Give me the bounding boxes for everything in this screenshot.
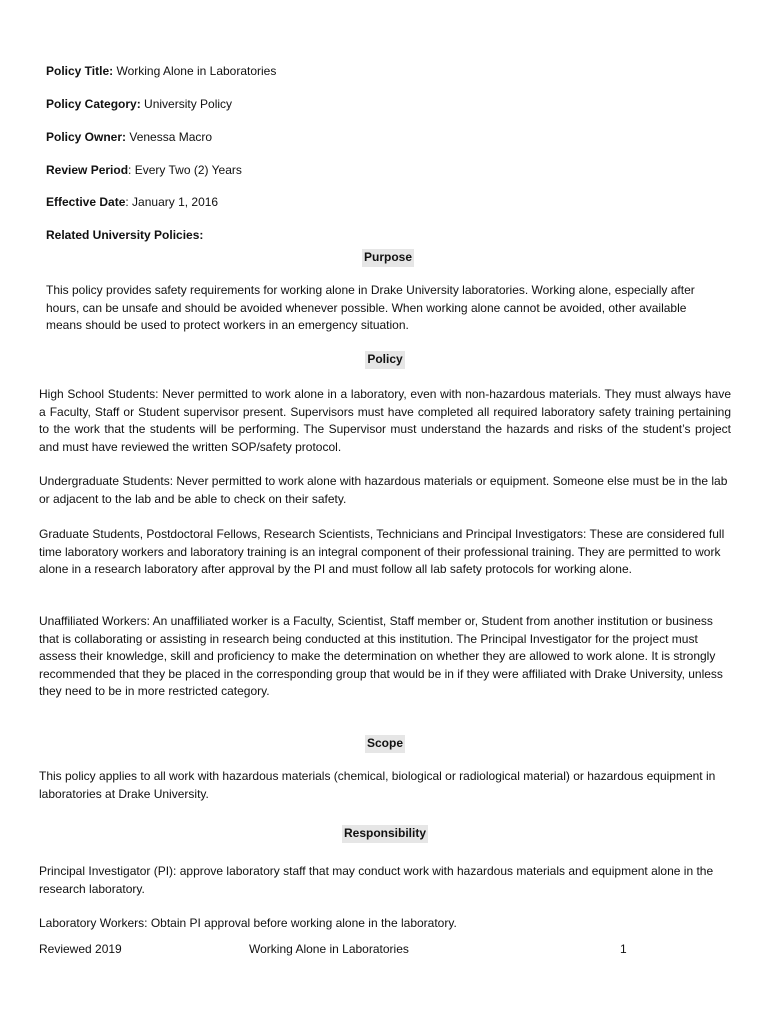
footer-title: Working Alone in Laboratories [249,942,409,956]
policy-owner-value: Venessa Macro [126,130,213,144]
purpose-heading [362,249,414,267]
policy-category-line [46,96,726,114]
policy-owner-label: Policy Owner: [46,130,127,144]
related-policies-label: Related University Policies: [46,228,204,242]
purpose-heading-text: Purpose [362,249,414,267]
purpose-text: This policy provides safety requirements for working alone in Drake University laboratories. Working alone, especially after hours, can be unsafe and should be avoided whenever possible. When working alone cannot be avoided, other available means should be used to protect workers in an emergency situation. [46,283,695,332]
policy-heading-text: Policy [365,351,404,369]
effective-date-line [46,194,726,212]
scope-heading [0,735,770,753]
policy-title-value: Working Alone in Laboratories [113,64,277,78]
policy-title-line [46,63,726,81]
related-policies-line [46,227,726,245]
policy-heading [0,351,770,369]
policy-category-label: Policy Category: [46,97,141,111]
responsibility-paragraph-workers: Laboratory Workers: Obtain PI approval before working alone in the laboratory. [39,916,457,930]
policy-paragraph-high-school: High School Students: Never permitted to work alone in a laboratory, even with non-hazardous materials. They must always have a Faculty, Staff or Student supervisor present. Supervisors must have completed all required laboratory safety training pertaining to the work that the students will be performing. The Supervisor must understand the hazards and risks of the student’s project and must have reviewed the written SOP/safety protocol. [39,387,731,454]
scope-heading-text: Scope [365,735,405,753]
effective-date-label: Effective Date [46,195,126,209]
policy-title-label: Policy Title: [46,64,114,78]
policy-owner-line [46,129,726,147]
responsibility-heading-text: Responsibility [342,825,428,843]
review-period-line [46,162,726,180]
review-period-label: Review Period [46,163,129,177]
footer-page-number: 1 [620,942,627,956]
policy-paragraph-undergraduate: Undergraduate Students: Never permitted to work alone with hazardous materials or equipment. Someone else must be in the lab or adjacent to the lab and be able to check on their safety. [39,474,728,506]
footer-reviewed: Reviewed 2019 [39,942,122,956]
scope-text: This policy applies to all work with hazardous materials (chemical, biological or radiological material) or hazardous equipment in laboratories at Drake University. [39,769,716,801]
policy-paragraph-unaffiliated: Unaffiliated Workers: An unaffiliated worker is a Faculty, Scientist, Staff member or, Student from another institution or business that is collaborating or assisting in research being conducted at this institution. The Principal Investigator for the project must assess their knowledge, skill and proficiency to make the determination on whether they are allowed to work alone. It is strongly recommended that they be placed in the corresponding group that would be in if they were affiliated with Drake University, unless they need to be in more restricted category. [39,614,723,698]
policy-category-value: University Policy [140,97,233,111]
responsibility-heading [0,825,770,843]
policy-paragraph-graduate: Graduate Students, Postdoctoral Fellows, Research Scientists, Technicians and Principal Investigators: These are considered full time laboratory workers and laboratory training is an integral component of their professional training. They are permitted to work alone in a research laboratory after approval by the PI and must follow all lab safety protocols for working alone. [39,527,725,576]
review-period-value: : Every Two (2) Years [128,163,242,177]
responsibility-paragraph-pi: Principal Investigator (PI): approve laboratory staff that may conduct work with hazardous materials and equipment alone in the research laboratory. [39,864,714,896]
effective-date-value: : January 1, 2016 [125,195,219,209]
